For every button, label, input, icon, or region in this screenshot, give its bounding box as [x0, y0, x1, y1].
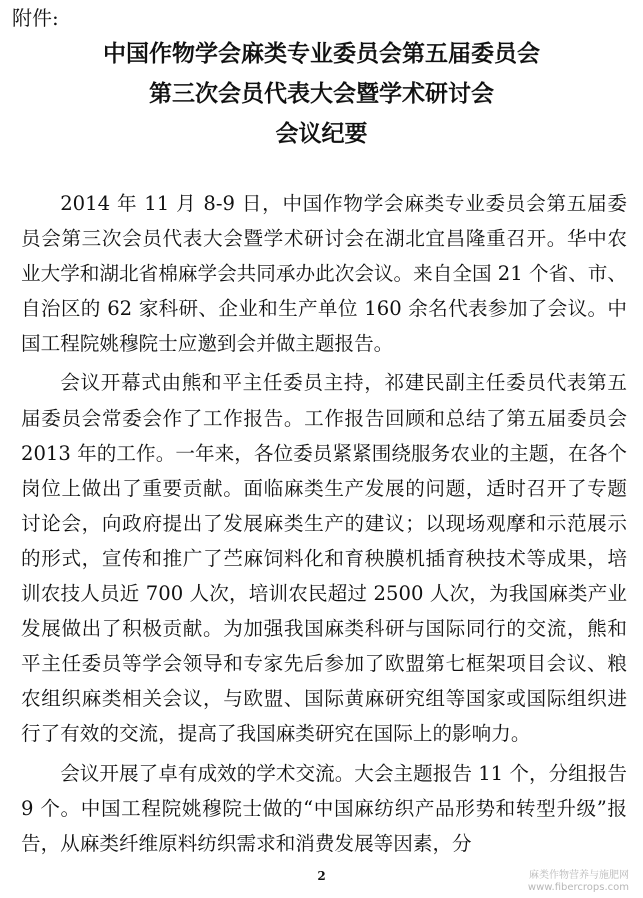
attachment-label: 附件: — [12, 6, 59, 30]
paragraph-1: 2014 年 11 月 8-9 日，中国作物学会麻类专业委员会第五届委员会第三次会员代表大会暨学术研讨会在湖北宜昌隆重召开。华中农业大学和湖北省棉麻学会共同承办此次会议。来自全国 21 个省、市、自治区的 62 家科研、企业和生产单位 160 余名代表参加了会议。中国工程院姚穆院士应邀到会并做主题报告。 — [21, 192, 627, 356]
title-line-2: 第三次会员代表大会暨学术研讨会 — [149, 81, 494, 107]
title-line-1: 中国作物学会麻类专业委员会第五届委员会 — [103, 41, 540, 67]
page-number: 2 — [317, 869, 326, 883]
watermark-site-name: 麻类作物营养与施肥网 — [529, 870, 629, 881]
watermark-url: www.fibercrops.com — [527, 882, 629, 893]
title-line-3: 会议纪要 — [275, 121, 368, 147]
document-body — [21, 186, 627, 865]
site-watermark — [528, 870, 629, 894]
paragraph-3: 会议开展了卓有成效的学术交流。大会主题报告 11 个，分组报告 9 个。中国工程院姚穆院士做的“中国麻纺织产品形势和转型升级”报告，从麻类纤维原料纺织需求和消费发展等因素，分 — [21, 761, 627, 855]
paragraph-2: 会议开幕式由熊和平主任委员主持，祁建民副主任委员代表第五届委员会常委会作了工作报告。工作报告回顾和总结了第五届委员会 2013 年的工作。一年来，各位委员紧紧围绕服务农业的主题，在各个岗位上做出了重要贡献。面临麻类生产发展的问题，适时召开了专题讨论会，向政府提出了发展麻类生产的建议；以现场观摩和示范展示的形式，宣传和推广了苎麻饲料化和育秧膜机插育秧技术等成果，培训农技人员近 700 人次，培训农民超过 2500 人次，为我国麻类产业发展做出了积极贡献。为加强我国麻类科研与国际同行的交流，熊和平主任委员等学会领导和专家先后参加了欧盟第七框架项目会议、粮农组织麻类相关会议，与欧盟、国际黄麻研究组等国家或国际组织进行了有效的交流，提高了我国麻类研究在国际上的影响力。 — [21, 371, 627, 746]
